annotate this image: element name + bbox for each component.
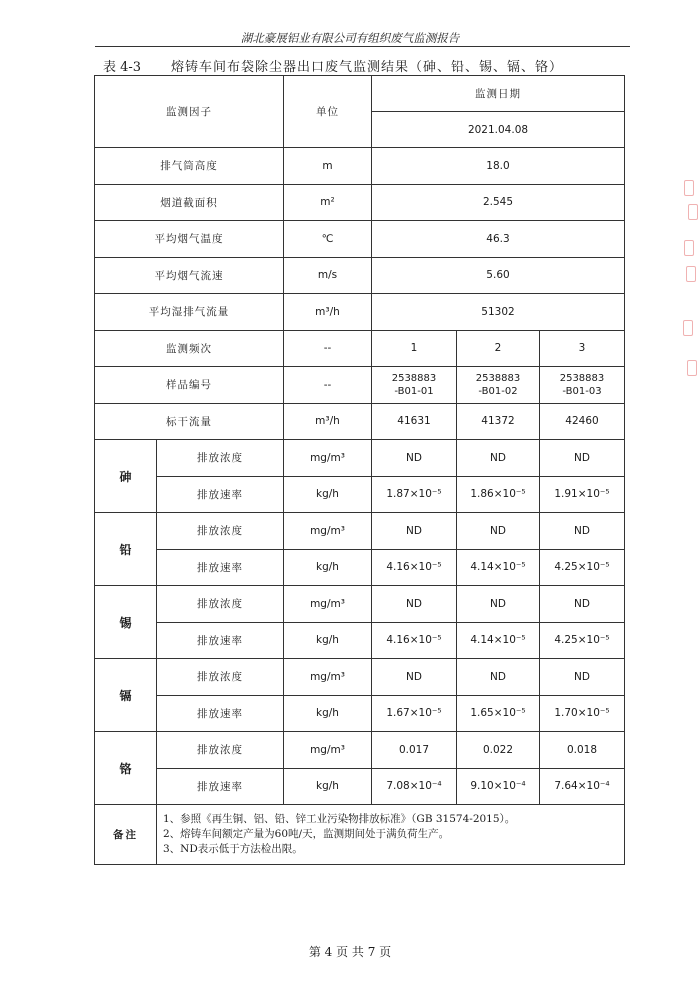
frequency-value: 3: [540, 330, 625, 367]
rate-label: 排放速率: [157, 476, 284, 513]
row-label: 烟道截面积: [95, 184, 284, 221]
rate-unit: kg/h: [284, 476, 372, 513]
concentration-label: 排放浓度: [157, 440, 284, 477]
rate-value: 4.25×10⁻⁵: [540, 622, 625, 659]
rate-value: 4.16×10⁻⁵: [372, 549, 457, 586]
concentration-value: ND: [372, 513, 457, 550]
concentration-value: 0.022: [457, 732, 540, 769]
concentration-value: ND: [372, 586, 457, 623]
rate-unit: kg/h: [284, 695, 372, 732]
rate-value: 4.25×10⁻⁵: [540, 549, 625, 586]
std-flow-value: 41372: [457, 403, 540, 440]
concentration-value: ND: [540, 440, 625, 477]
rate-label: 排放速率: [157, 549, 284, 586]
remarks-label: 备注: [95, 805, 157, 865]
concentration-value: ND: [540, 659, 625, 696]
sample-id-line2: -B01-03: [562, 385, 602, 397]
table-row: [95, 148, 625, 185]
row-value: 2.545: [372, 184, 625, 221]
header-rule: [95, 46, 630, 47]
monitoring-date: 2021.04.08: [372, 112, 625, 148]
frequency-value: 2: [457, 330, 540, 367]
concentration-unit: mg/m³: [284, 659, 372, 696]
concentration-unit: mg/m³: [284, 513, 372, 550]
table-row: [95, 732, 625, 769]
table-row: [95, 403, 625, 440]
remark-line: 2、熔铸车间额定产量为60吨/天，监测期间处于满负荷生产。: [163, 828, 450, 840]
table-row: [95, 659, 625, 696]
page-footer: 第 4 页 共 7 页: [308, 945, 392, 959]
row-value: 46.3: [372, 221, 625, 258]
concentration-value: ND: [372, 440, 457, 477]
table-row: [95, 184, 625, 221]
table-row: [95, 476, 625, 513]
sample-label: 样品编号: [95, 367, 284, 404]
std-flow-value: 41631: [372, 403, 457, 440]
table-row: [95, 586, 625, 623]
rate-value: 4.14×10⁻⁵: [457, 622, 540, 659]
frequency-label: 监测频次: [95, 330, 284, 367]
concentration-value: ND: [457, 586, 540, 623]
seal-stamp-fragment: [682, 170, 700, 400]
table-row: [95, 622, 625, 659]
monitoring-results-table: [94, 75, 625, 865]
rate-value: 7.08×10⁻⁴: [372, 768, 457, 805]
rate-label: 排放速率: [157, 622, 284, 659]
rate-unit: kg/h: [284, 549, 372, 586]
row-unit: m: [284, 148, 372, 185]
concentration-label: 排放浓度: [157, 732, 284, 769]
std-flow-label: 标干流量: [95, 403, 284, 440]
table-title: 熔铸车间布袋除尘器出口废气监测结果（砷、铅、锡、镉、铬）: [171, 60, 564, 75]
concentration-label: 排放浓度: [157, 513, 284, 550]
row-unit: m³/h: [284, 294, 372, 331]
report-header: 湖北豪展铝业有限公司有组织废气监测报告: [240, 31, 460, 45]
row-label: 平均烟气流速: [95, 257, 284, 294]
sample-id-line1: 2538883: [475, 372, 521, 384]
table-row: [95, 513, 625, 550]
table-row: [95, 330, 625, 367]
sample-id-line2: -B01-02: [478, 385, 518, 397]
table-number: 表 4-3: [103, 60, 142, 75]
table-row: [95, 695, 625, 732]
table-row: [95, 257, 625, 294]
sample-id: [457, 367, 540, 404]
rate-label: 排放速率: [157, 768, 284, 805]
rate-value: 1.91×10⁻⁵: [540, 476, 625, 513]
pollutant-name: 镉: [95, 659, 157, 732]
concentration-value: ND: [457, 440, 540, 477]
table-row: [95, 768, 625, 805]
unit-header: 单位: [284, 76, 372, 148]
table-row: [95, 294, 625, 331]
row-value: 5.60: [372, 257, 625, 294]
rate-unit: kg/h: [284, 768, 372, 805]
concentration-unit: mg/m³: [284, 732, 372, 769]
rate-value: 1.86×10⁻⁵: [457, 476, 540, 513]
sample-id-line1: 2538883: [559, 372, 605, 384]
std-flow-value: 42460: [540, 403, 625, 440]
table-caption: [103, 56, 563, 75]
rate-value: 1.87×10⁻⁵: [372, 476, 457, 513]
rate-value: 9.10×10⁻⁴: [457, 768, 540, 805]
pollutant-name: 砷: [95, 440, 157, 513]
concentration-value: ND: [540, 513, 625, 550]
rate-value: 1.70×10⁻⁵: [540, 695, 625, 732]
pollutant-name: 铬: [95, 732, 157, 805]
remark-line: 1、参照《再生铜、铝、铅、锌工业污染物排放标准》（GB 31574-2015）。: [163, 813, 516, 825]
rate-unit: kg/h: [284, 622, 372, 659]
pollutant-name: 铅: [95, 513, 157, 586]
row-value: 18.0: [372, 148, 625, 185]
concentration-unit: mg/m³: [284, 586, 372, 623]
sample-id: [372, 367, 457, 404]
pollutant-name: 锡: [95, 586, 157, 659]
frequency-value: 1: [372, 330, 457, 367]
rate-value: 1.67×10⁻⁵: [372, 695, 457, 732]
rate-value: 7.64×10⁻⁴: [540, 768, 625, 805]
rate-value: 1.65×10⁻⁵: [457, 695, 540, 732]
table-row: [95, 805, 625, 865]
sample-unit: --: [284, 367, 372, 404]
rate-label: 排放速率: [157, 695, 284, 732]
table-row: [95, 367, 625, 404]
concentration-value: ND: [457, 659, 540, 696]
table-row: [95, 440, 625, 477]
concentration-unit: mg/m³: [284, 440, 372, 477]
row-value: 51302: [372, 294, 625, 331]
factor-header: 监测因子: [95, 76, 284, 148]
row-label: 平均湿排气流量: [95, 294, 284, 331]
sample-id-line2: -B01-01: [394, 385, 434, 397]
rate-value: 4.14×10⁻⁵: [457, 549, 540, 586]
concentration-value: ND: [540, 586, 625, 623]
frequency-unit: --: [284, 330, 372, 367]
sample-id: [540, 367, 625, 404]
concentration-value: 0.017: [372, 732, 457, 769]
table-row: [95, 549, 625, 586]
concentration-label: 排放浓度: [157, 586, 284, 623]
concentration-label: 排放浓度: [157, 659, 284, 696]
table-row: [95, 221, 625, 258]
concentration-value: ND: [372, 659, 457, 696]
row-label: 平均烟气温度: [95, 221, 284, 258]
row-unit: m²: [284, 184, 372, 221]
sample-id-line1: 2538883: [391, 372, 437, 384]
row-unit: m/s: [284, 257, 372, 294]
concentration-value: ND: [457, 513, 540, 550]
remark-line: 3、ND表示低于方法检出限。: [163, 843, 303, 855]
std-flow-unit: m³/h: [284, 403, 372, 440]
concentration-value: 0.018: [540, 732, 625, 769]
remarks-text: [157, 805, 625, 865]
rate-value: 4.16×10⁻⁵: [372, 622, 457, 659]
row-label: 排气筒高度: [95, 148, 284, 185]
row-unit: ℃: [284, 221, 372, 258]
date-header: 监测日期: [372, 76, 625, 112]
